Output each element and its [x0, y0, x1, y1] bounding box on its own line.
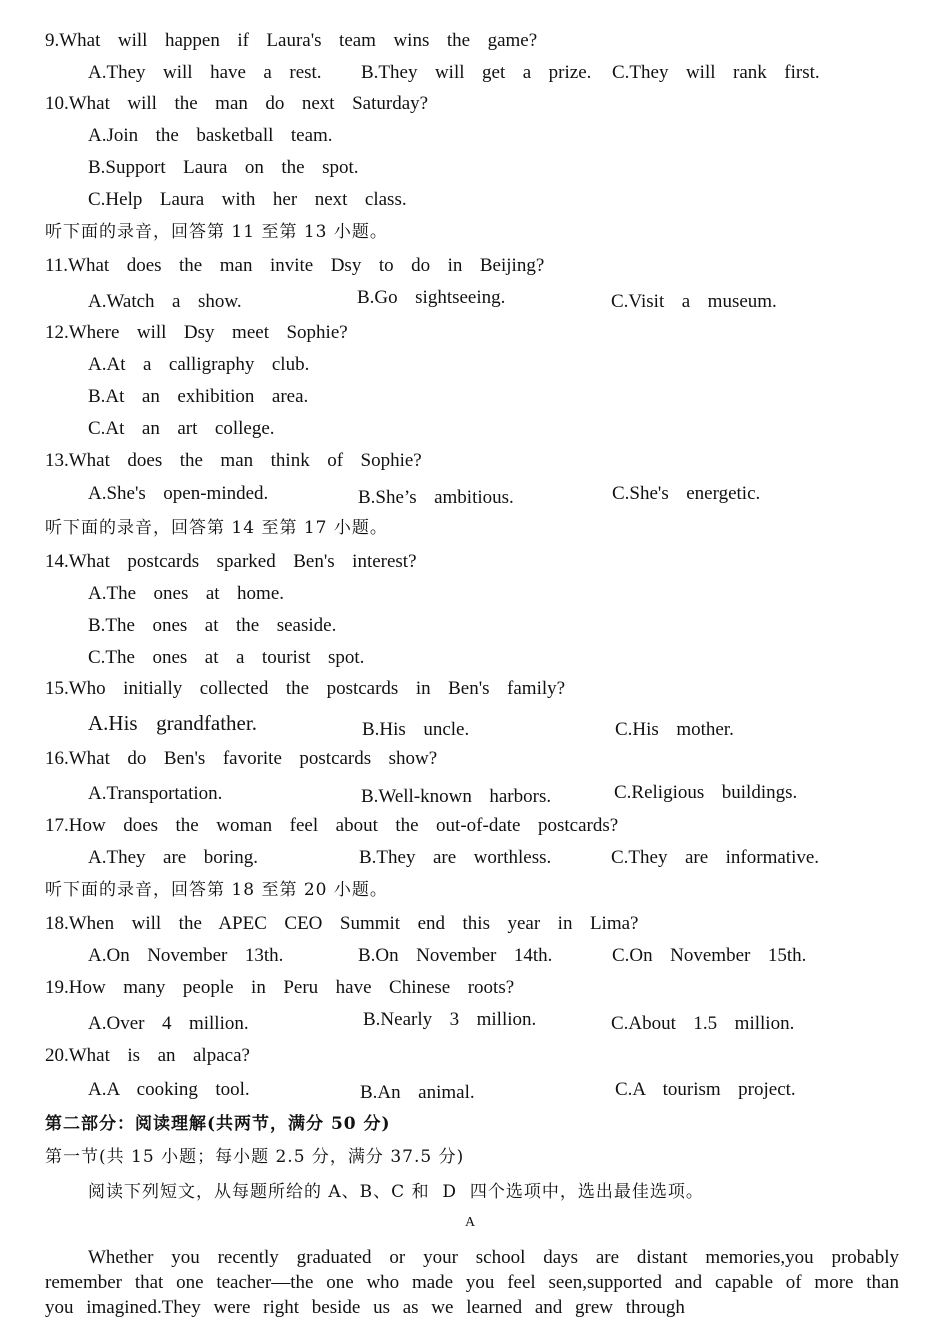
question-10-option-b: B.Support Laura on the spot.: [88, 157, 359, 178]
listening-instruction-14-17: 听下面的录音，回答第 14 至第 17 小题。: [45, 518, 388, 538]
question-14-stem: 14.What postcards sparked Ben's interest?: [45, 551, 417, 572]
part-two-title: 第二部分：阅读理解(共两节，满分 50 分): [45, 1114, 391, 1134]
question-11-option-a: A.Watch a show.: [88, 291, 242, 312]
question-19-option-a: A.Over 4 million.: [88, 1013, 249, 1034]
question-18-option-c: C.On November 15th.: [612, 945, 807, 966]
question-16-option-c: C.Religious buildings.: [614, 782, 798, 803]
question-19-option-c: C.About 1.5 million.: [611, 1013, 795, 1034]
question-20-option-a: A.A cooking tool.: [88, 1079, 250, 1100]
question-17-stem: 17.How does the woman feel about the out-of-date postcards?: [45, 815, 619, 836]
question-9-option-c: C.They will rank first.: [612, 62, 820, 83]
question-20-stem: 20.What is an alpaca?: [45, 1045, 250, 1066]
question-15-stem: 15.Who initially collected the postcards in Ben's family?: [45, 678, 566, 699]
question-10-option-a: A.Join the basketball team.: [88, 125, 333, 146]
question-12-option-b: B.At an exhibition area.: [88, 386, 309, 407]
question-16-option-a: A.Transportation.: [88, 783, 223, 804]
question-11-option-c: C.Visit a museum.: [611, 291, 777, 312]
question-14-option-c: C.The ones at a tourist spot.: [88, 647, 365, 668]
reading-direction: 阅读下列短文，从每题所给的 A、B、C 和 D 四个选项中，选出最佳选项。: [88, 1182, 704, 1202]
question-12-option-c: C.At an art college.: [88, 418, 275, 439]
question-10-stem: 10.What will the man do next Saturday?: [45, 93, 429, 114]
question-10-option-c: C.Help Laura with her next class.: [88, 189, 407, 210]
question-12-option-a: A.At a calligraphy club.: [88, 354, 310, 375]
question-19-option-b: B.Nearly 3 million.: [363, 1009, 537, 1030]
question-17-option-c: C.They are informative.: [611, 847, 820, 868]
question-15-option-a: A.His grandfather.: [88, 711, 257, 735]
passage-label: A: [464, 1215, 476, 1230]
question-18-option-b: B.On November 14th.: [358, 945, 553, 966]
question-20-option-b: B.An animal.: [360, 1082, 475, 1103]
question-9-stem: 9.What will happen if Laura's team wins the game?: [45, 30, 538, 51]
question-11-option-b: B.Go sightseeing.: [357, 287, 506, 308]
question-17-option-b: B.They are worthless.: [359, 847, 552, 868]
question-20-option-c: C.A tourism project.: [615, 1079, 796, 1100]
question-16-stem: 16.What do Ben's favorite postcards show?: [45, 748, 438, 769]
question-9-option-a: A.They will have a rest.: [88, 62, 322, 83]
question-17-option-a: A.They are boring.: [88, 847, 259, 868]
question-9-option-b: B.They will get a prize.: [361, 62, 592, 83]
section-one-title: 第一节(共 15 小题；每小题 2.5 分，满分 37.5 分): [45, 1147, 465, 1167]
question-12-stem: 12.Where will Dsy meet Sophie?: [45, 322, 348, 343]
question-18-stem: 18.When will the APEC CEO Summit end this year in Lima?: [45, 913, 639, 934]
passage-a-text: Whether you recently graduated or your school days are distant memories,you probably remember that one teacher—the one who made you feel seen,supported and capable of more than you imagined.They were right beside us as we learned and grew through: [45, 1247, 899, 1318]
listening-instruction-18-20: 听下面的录音，回答第 18 至第 20 小题。: [45, 880, 388, 900]
question-13-option-a: A.She's open-minded.: [88, 483, 269, 504]
question-11-stem: 11.What does the man invite Dsy to do in Beijing?: [45, 255, 545, 276]
question-19-stem: 19.How many people in Peru have Chinese roots?: [45, 977, 515, 998]
listening-instruction-11-13: 听下面的录音，回答第 11 至第 13 小题。: [45, 222, 388, 242]
question-14-option-a: A.The ones at home.: [88, 583, 285, 604]
question-15-option-b: B.His uncle.: [362, 719, 470, 740]
question-13-option-c: C.She's energetic.: [612, 483, 761, 504]
question-16-option-b: B.Well-known harbors.: [361, 786, 552, 807]
question-18-option-a: A.On November 13th.: [88, 945, 284, 966]
question-13-stem: 13.What does the man think of Sophie?: [45, 450, 422, 471]
question-15-option-c: C.His mother.: [615, 719, 734, 740]
question-14-option-b: B.The ones at the seaside.: [88, 615, 337, 636]
question-13-option-b: B.She’s ambitious.: [358, 487, 514, 508]
